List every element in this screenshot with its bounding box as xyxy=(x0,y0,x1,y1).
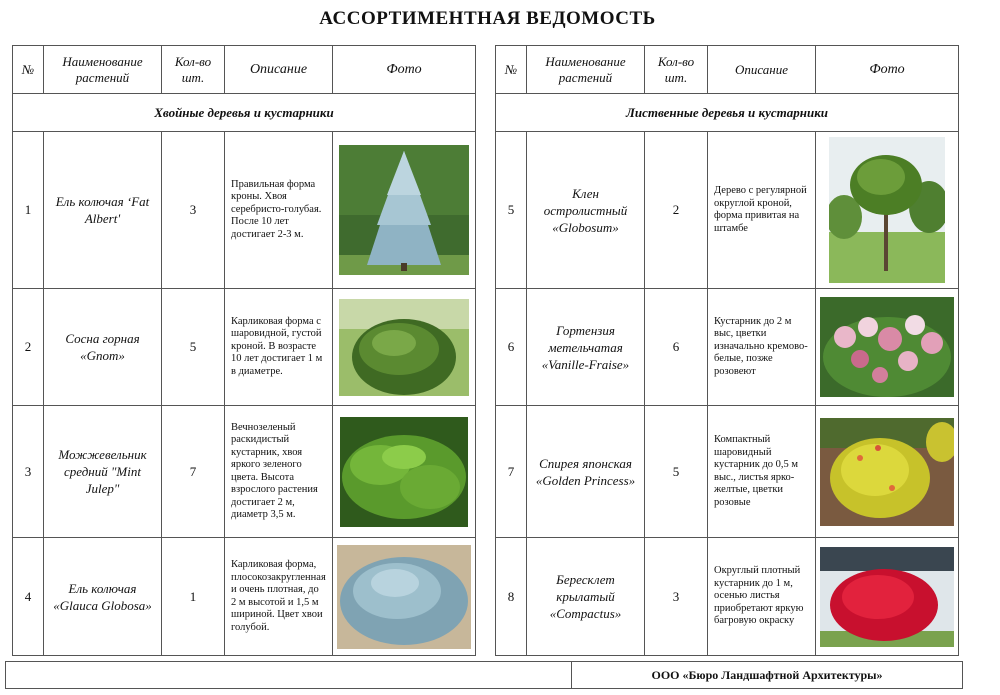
row-num: 7 xyxy=(496,406,527,538)
header-num: № xyxy=(496,46,527,94)
plant-desc: Округлый плотный кустарник до 1 м, осенью листья приобретают яркую багровую окраску xyxy=(708,538,816,656)
table-row xyxy=(496,406,959,538)
maple-tree-photo xyxy=(829,137,945,283)
page-title: АССОРТИМЕНТНАЯ ВЕДОМОСТЬ xyxy=(319,8,656,29)
deciduous-table xyxy=(495,45,959,656)
plant-qty: 5 xyxy=(162,289,225,406)
plant-desc: Вечнозеленый раскидистый кустарник, хвоя яркого зеленого цвета. Высота взрослого растения достигает 2 м, диаметр 3,5 м. xyxy=(225,406,333,538)
plant-qty: 5 xyxy=(645,406,708,538)
euonymus-photo xyxy=(820,547,954,647)
mountain-pine-photo xyxy=(339,299,469,396)
plant-qty: 3 xyxy=(645,538,708,656)
section-title: Хвойные деревья и кустарники xyxy=(13,94,476,132)
globe-spruce-photo xyxy=(337,545,471,649)
spirea-photo xyxy=(820,418,954,526)
plant-name: Спирея японская «Golden Princess» xyxy=(527,406,645,538)
row-num: 5 xyxy=(496,132,527,289)
header-qty: Кол-во шт. xyxy=(645,46,708,94)
plant-name: Ель колючая ‘Fat Albert' xyxy=(44,132,162,289)
table-header-row xyxy=(13,46,476,94)
row-num: 3 xyxy=(13,406,44,538)
plant-desc: Правильная форма кроны. Хвоя серебристо-голубая. После 10 лет достигает 2-3 м. xyxy=(225,132,333,289)
section-title: Лиственные деревья и кустарники xyxy=(496,94,959,132)
table-row xyxy=(13,132,476,289)
conifers-table xyxy=(12,45,476,656)
plant-qty: 2 xyxy=(645,132,708,289)
plant-name: Ель колючая «Glauca Globosa» xyxy=(44,538,162,656)
plant-qty: 3 xyxy=(162,132,225,289)
plant-name: Бересклет крылатый «Compactus» xyxy=(527,538,645,656)
header-desc: Описание xyxy=(708,46,816,94)
plant-name: Клен остролистный «Globosum» xyxy=(527,132,645,289)
header-desc: Описание xyxy=(225,46,333,94)
row-num: 8 xyxy=(496,538,527,656)
header-photo: Фото xyxy=(816,46,959,94)
plant-desc: Кустарник до 2 м выс, цветки изначально кремово-белые, позже розовеют xyxy=(708,289,816,406)
row-num: 1 xyxy=(13,132,44,289)
company-name: ООО «Бюро Ландшафтной Архитектуры» xyxy=(651,668,883,682)
plant-desc: Карликовая форма с шаровидной, густой кроной. В возрасте 10 лет достигает 1 м в диаметре. xyxy=(225,289,333,406)
header-num: № xyxy=(13,46,44,94)
header-qty: Кол-во шт. xyxy=(162,46,225,94)
plant-desc: Карликовая форма, плосокозакругленная и очень плотная, до 2 м высотой и 1,5 м шириной. Цвет хвои голубой. xyxy=(225,538,333,656)
plant-qty: 7 xyxy=(162,406,225,538)
table-row xyxy=(13,289,476,406)
plant-desc: Дерево с регулярной округлой кроной, форма привитая на штамбе xyxy=(708,132,816,289)
plant-name: Гортензия метельчатая «Vanille-Fraise» xyxy=(527,289,645,406)
header-photo: Фото xyxy=(333,46,476,94)
table-row xyxy=(496,538,959,656)
table-row xyxy=(496,289,959,406)
header-name: Наименование растений xyxy=(527,46,645,94)
plant-qty: 1 xyxy=(162,538,225,656)
table-row xyxy=(13,538,476,656)
plant-qty: 6 xyxy=(645,289,708,406)
hydrangea-photo xyxy=(820,297,954,397)
row-num: 4 xyxy=(13,538,44,656)
header-name: Наименование растений xyxy=(44,46,162,94)
plant-name: Сосна горная «Gnom» xyxy=(44,289,162,406)
plant-name: Можжевельник средний "Mint Julep" xyxy=(44,406,162,538)
table-row xyxy=(13,406,476,538)
footer-stamp xyxy=(5,661,963,689)
juniper-photo xyxy=(340,417,468,527)
row-num: 2 xyxy=(13,289,44,406)
table-header-row xyxy=(496,46,959,94)
blue-spruce-photo xyxy=(339,145,469,275)
plant-desc: Компактный шаровидный кустарник до 0,5 м выс., листья ярко-желтые, цветки розовые xyxy=(708,406,816,538)
row-num: 6 xyxy=(496,289,527,406)
table-row xyxy=(496,132,959,289)
